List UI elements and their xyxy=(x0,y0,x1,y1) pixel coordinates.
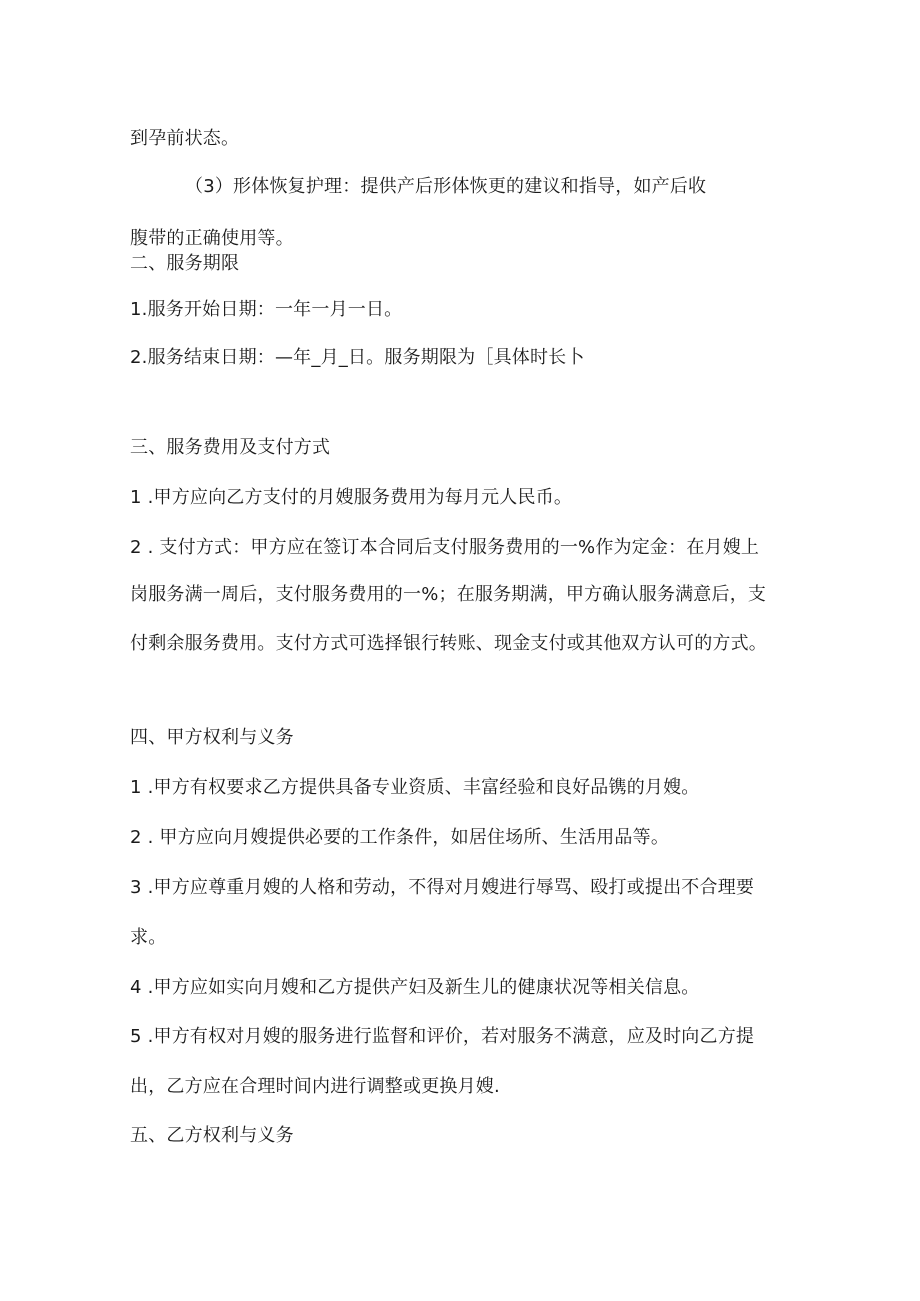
text-line: 到孕前状态。 xyxy=(130,128,240,149)
section-heading: 四、甲方权利与义务 xyxy=(130,727,294,748)
text-line: 2 . 甲方应向月嫂提供必要的工作条件，如居住场所、生活用品等。 xyxy=(130,827,670,848)
text-line: 2.服务结束日期：—年_月_日。服务期限为［具体时长卜 xyxy=(130,347,585,368)
text-line: 出，乙方应在合理时间内进行调整或更换月嫂. xyxy=(130,1076,500,1097)
text-line: 5 .甲方有权对月嫂的服务进行监督和评价，若对服务不满意，应及时向乙方提 xyxy=(130,1026,755,1047)
text-line: 腹带的正确使用等。 xyxy=(130,228,294,249)
text-line: 3 .甲方应尊重月嫂的人格和劳动，不得对月嫂进行辱骂、殴打或提出不合理要 xyxy=(130,877,755,898)
text-line: 岗服务满一周后，支付服务费用的一%；在服务期满，甲方确认服务满意后，支 xyxy=(130,584,767,605)
section-heading: 二、服务期限 xyxy=(130,253,240,274)
text-line: 4 .甲方应如实向月嫂和乙方提供产妇及新生儿的健康状况等相关信息。 xyxy=(130,977,700,998)
text-line: 求。 xyxy=(130,927,167,948)
text-line: 1 .甲方应向乙方支付的月嫂服务费用为每月元人民币。 xyxy=(130,487,573,508)
section-heading: 五、乙方权利与义务 xyxy=(130,1125,294,1146)
text-line: 2 . 支付方式：甲方应在签订本合同后支付服务费用的一%作为定金：在月嫂上 xyxy=(130,537,760,558)
text-line: （3）形体恢复护理：提供产后形体恢更的建议和指导，如产后收 xyxy=(185,176,707,197)
section-heading: 三、服务费用及支付方式 xyxy=(130,437,331,458)
text-line: 付剩余服务费用。支付方式可选择银行转账、现金支付或其他双方认可的方式。 xyxy=(130,633,767,654)
text-line: 1 .甲方有权要求乙方提供具备专业资质、丰富经验和良好品镌的月嫂。 xyxy=(130,777,700,798)
text-line: 1.服务开始日期：一年一月一日。 xyxy=(130,299,403,320)
